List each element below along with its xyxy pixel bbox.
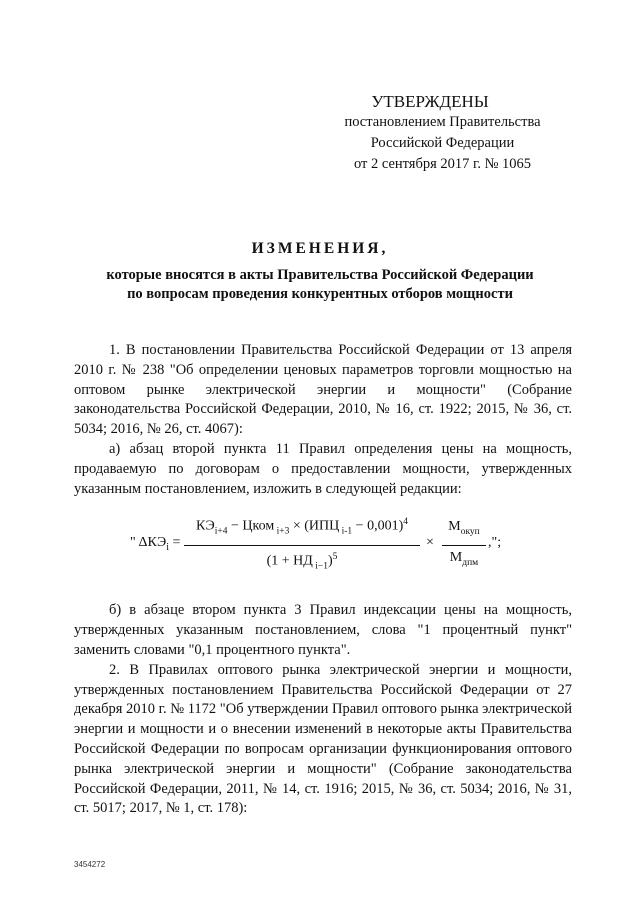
- formula-lhs-symbol: " ΔКЭ: [130, 535, 167, 551]
- ratio-numerator: [442, 517, 486, 543]
- num-term-ipc-sub: i-1: [339, 526, 353, 537]
- document-subtitle: [0, 266, 640, 304]
- formula-lhs: [130, 533, 180, 558]
- paragraph-3: б) в абзаце втором пункта 3 Правил индексации цены на мощность, утвержденных указанным постановлением, слова "1 процентный пункт" заменить словами "0,1 процентного пункта".: [74, 602, 572, 658]
- approval-block: [0, 92, 640, 175]
- subtitle-line-1: которые вносятся в акты Правительства Российской Федерации: [106, 267, 534, 283]
- ratio-den-m: М: [449, 549, 463, 565]
- num-term-tskom-sub: i+3: [274, 526, 290, 537]
- den-term-nd: (1 + НД: [266, 553, 313, 569]
- num-term-ke: КЭ: [196, 519, 215, 535]
- formula-times: ×: [426, 535, 434, 551]
- subtitle-line-2: по вопросам проведения конкурентных отборов мощности: [127, 286, 513, 302]
- formula-numerator: [184, 511, 420, 542]
- num-term-ke-sub: i+4: [214, 526, 228, 537]
- ratio-num-m: М: [448, 519, 461, 535]
- formula-ratio-fraction: [442, 517, 486, 573]
- den-term-nd-sub: i−1: [312, 561, 328, 572]
- approval-line-2: Российской Федерации: [370, 135, 515, 151]
- document-body: [74, 341, 572, 819]
- formula-tail: ,";: [488, 535, 502, 551]
- ratio-bar: [442, 545, 486, 546]
- den-term-close: ): [327, 553, 333, 569]
- formula-equals: =: [168, 535, 181, 551]
- paragraph-1: 1. В постановлении Правительства Российской Федерации от 13 апреля 2010 г. № 238 "Об определении ценовых параметров торговли мощностью на оптовом рынке электрической энергии и мощности" (Собрание законодательства Российской Федерации, 2010, № 16, ст. 1922; 2015, № 36, ст. 5034; 2016, № 26, ст. 4067):: [74, 342, 572, 438]
- num-term-const: − 0,001): [352, 519, 404, 535]
- footer-code: 3454272: [74, 860, 106, 869]
- formula-main-fraction: [184, 511, 420, 577]
- formula: [74, 511, 572, 595]
- paragraph-2: а) абзац второй пункта 11 Правил определения цены на мощность, продаваемую по договорам о предоставлении мощности, утвержденных указанным постановлением, изложить в следующей редакции:: [74, 440, 572, 497]
- approval-heading: УТВЕРЖДЕНЫ: [371, 92, 489, 111]
- ratio-num-sub: окуп: [460, 527, 480, 538]
- document-title: ИЗМЕНЕНИЯ,: [251, 240, 389, 257]
- approval-line-3: от 2 сентября 2017 г. № 1065: [353, 156, 532, 172]
- ratio-den-sub: дпм: [462, 557, 479, 568]
- ratio-denominator: [442, 548, 486, 574]
- num-term-ipc: × (ИПЦ: [289, 519, 340, 535]
- num-term-tskom: − Цком: [227, 519, 275, 535]
- formula-denominator: [184, 548, 420, 577]
- den-term-power: 5: [332, 551, 338, 562]
- paragraph-4: 2. В Правилах оптового рынка электрической энергии и мощности, утвержденных постановлением Правительства Российской Федерации от 27 декабря 2010 г. № 1172 "Об утверждении Правил оптового рынка электрической энергии и мощности и о внесении изменений в некоторые акты Правительства Российской Федерации по вопросам организации функционирования оптового рынка электрической энергии и мощности" (Собрание законодательства Российской Федерации, 2011, № 14, ст. 1916; 2015, № 36, ст. 5034; 2016, № 31, ст. 5017; 2017, № 1, ст. 178):: [74, 661, 572, 817]
- formula-lhs-sub: i: [166, 542, 169, 554]
- fraction-bar: [184, 545, 420, 546]
- num-term-power: 4: [403, 517, 408, 528]
- approval-line-1: постановлением Правительства: [344, 114, 541, 130]
